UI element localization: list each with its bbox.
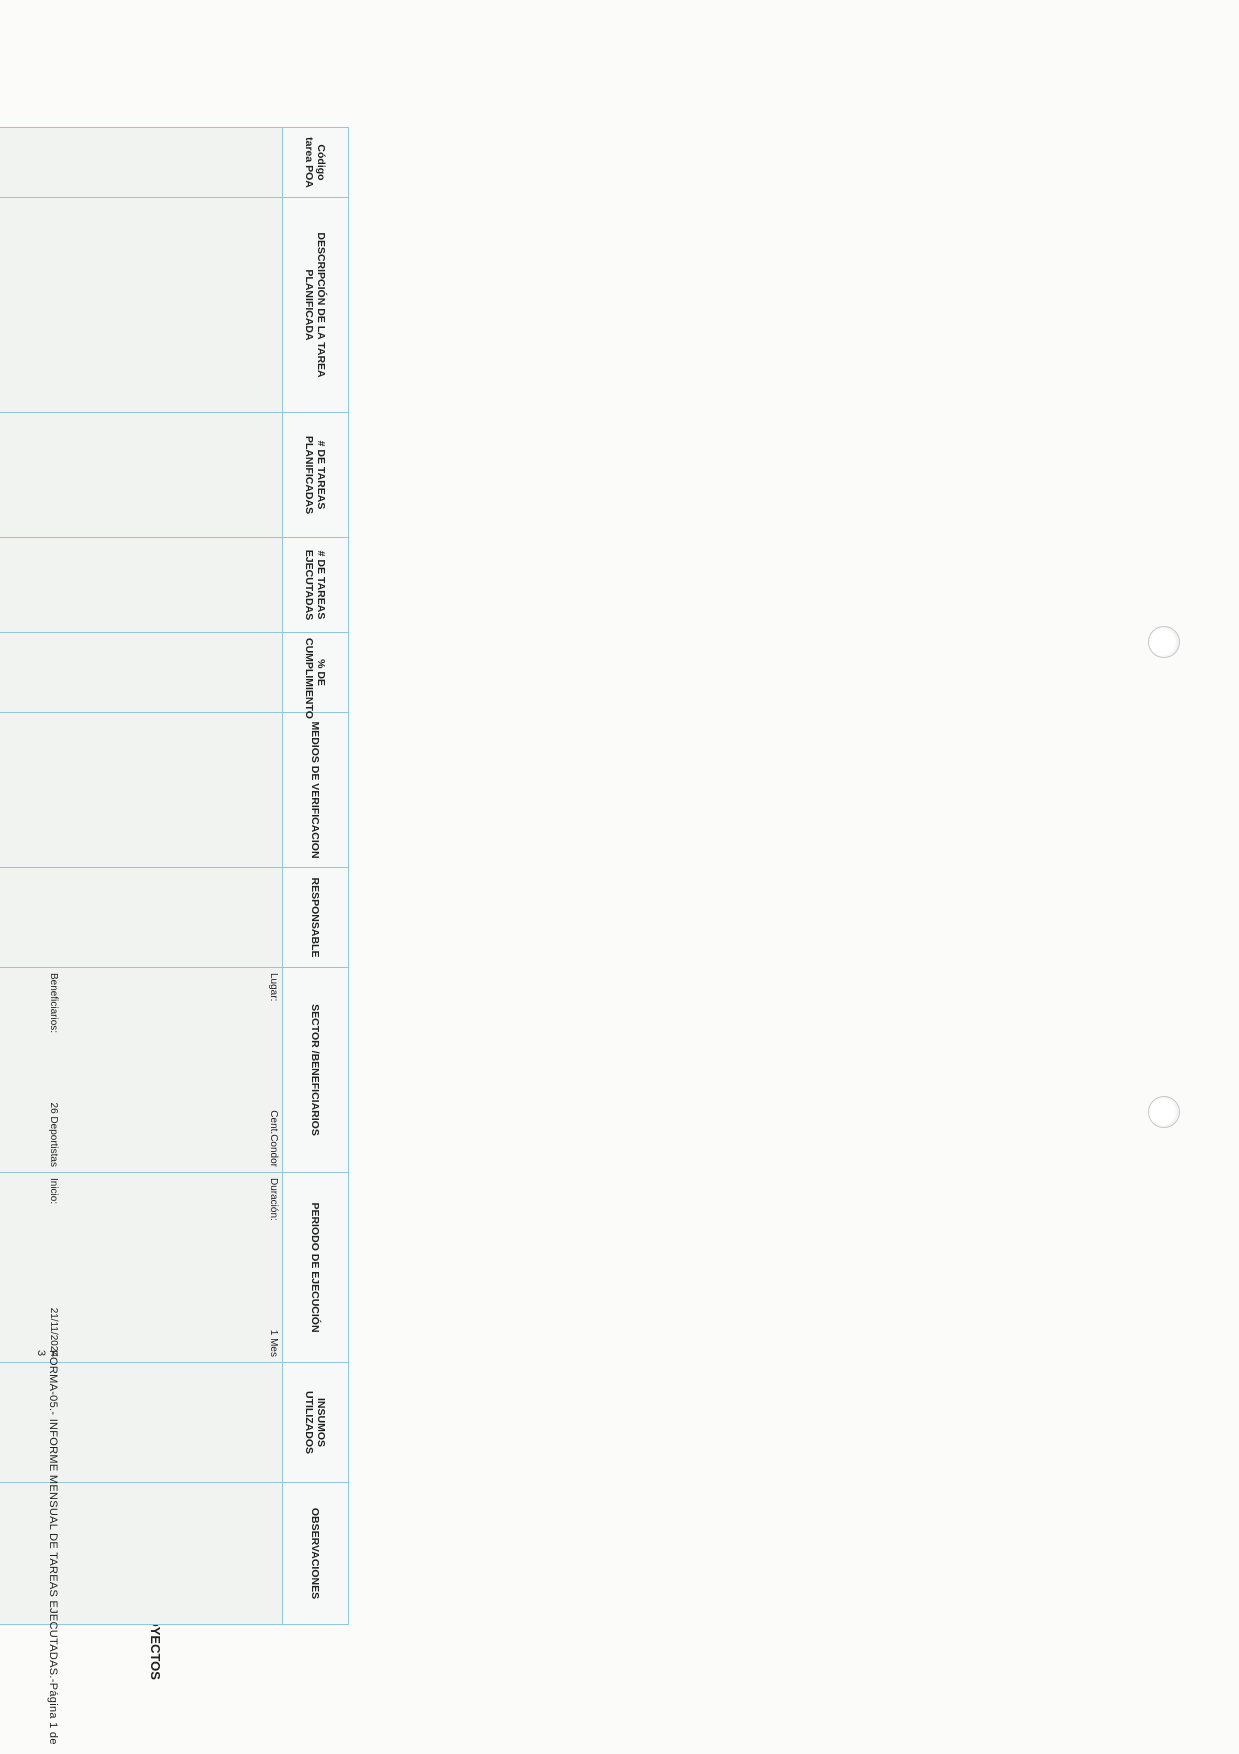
table-header-row [283, 128, 349, 1625]
page-footer: FORMA-05.- INFORME MENSUAL DE TAREAS EJECUTADAS.-Página 1 de 3 [35, 1350, 59, 1745]
duracion-value: 1 Mes [268, 1329, 279, 1357]
cell-medios [0, 713, 283, 868]
inicio-label: Inicio: [48, 1178, 59, 1205]
cell-periodo [0, 1173, 283, 1363]
header-planificadas: # DE TAREAS PLANIFICADAS [283, 413, 349, 538]
header-descripcion: DESCRIPCIÓN DE LA TAREA PLANIFICADA [283, 198, 349, 413]
header-cumplimiento: % DE CUMPLIMIENTO [283, 633, 349, 713]
cell-planificadas [0, 413, 283, 538]
punch-hole-bottom [1148, 1096, 1180, 1128]
header-codigo: Código tarea POA [283, 128, 349, 198]
lugar-label: Lugar: [268, 973, 279, 1002]
header-observaciones: OBSERVACIONES [283, 1483, 349, 1625]
cell-cumplimiento [0, 633, 283, 713]
header-insumos: INSUMOS UTILIZADOS [283, 1363, 349, 1483]
header-sector: SECTOR /BENEFICIARIOS [283, 968, 349, 1173]
inicio-value: 21/11/2024 [48, 1307, 59, 1357]
header-periodo: PERIODO DE EJECUCIÓN [283, 1173, 349, 1363]
cell-sector [0, 968, 283, 1173]
header-ejecutadas: # DE TAREAS EJECUTADAS [283, 538, 349, 633]
cell-codigo [0, 128, 283, 198]
cell-responsable [0, 868, 283, 968]
duracion-label: Duración: [268, 1178, 279, 1221]
benef-value: 26 Deportistas [48, 1102, 59, 1167]
benef-label: Beneficiarios: [48, 973, 59, 1034]
header-responsable: RESPONSABLE [283, 868, 349, 968]
punch-hole-top [1148, 626, 1180, 658]
cell-ejecutadas [0, 538, 283, 633]
cell-descripcion [0, 198, 283, 413]
header-medios: MEDIOS DE VERIFICACION [283, 713, 349, 868]
lugar-value: Cent.Condor [268, 1110, 279, 1167]
